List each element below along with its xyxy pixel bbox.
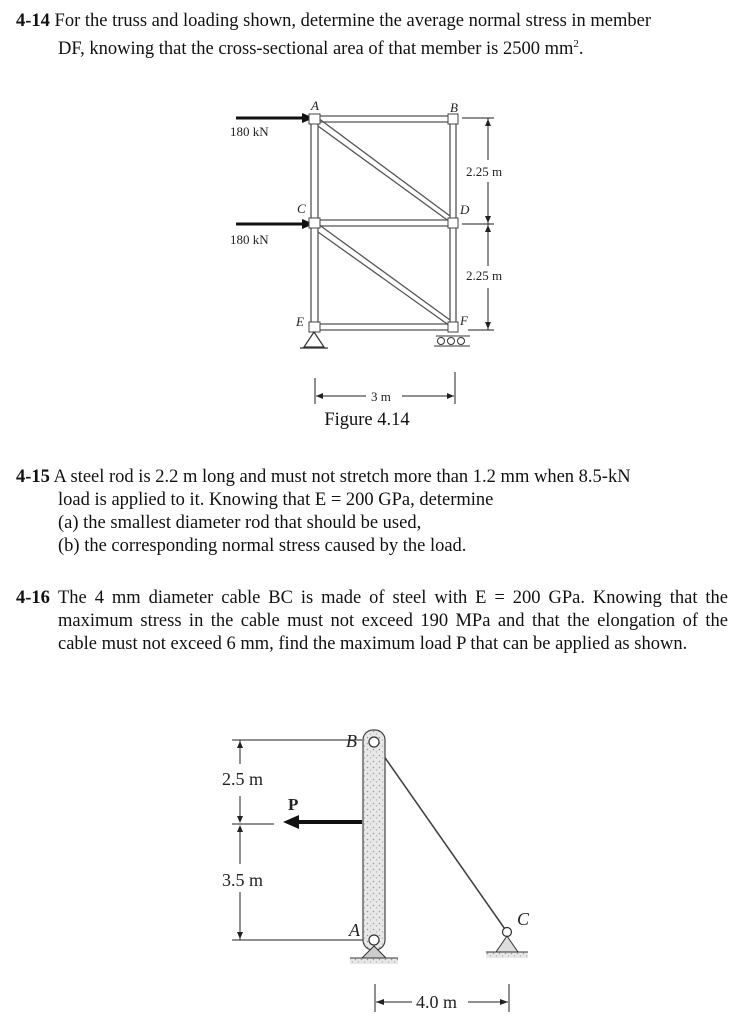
pin-a (369, 935, 379, 945)
support-a (350, 946, 398, 964)
support-c (486, 928, 528, 959)
member-cf (318, 224, 450, 320)
node-label-e: E (296, 314, 304, 329)
node-label-b: B (450, 100, 458, 115)
problem-4-15-part-a: (a) the smallest diameter rod that should be used, (58, 513, 422, 533)
problem-4-15-line2: load is applied to it. Knowing that E = 200 GPa, determine (58, 490, 494, 510)
load-label-p: P (288, 795, 299, 814)
load-label-top: 180 kN (230, 124, 269, 139)
problem-number: 4-15 (16, 467, 50, 487)
problem-number: 4-14 (16, 11, 50, 31)
joint-b (448, 114, 458, 124)
problem-4-16-row (16, 587, 728, 656)
dimension-lower-label: 3.5 m (222, 870, 264, 890)
node-label-d: D (460, 202, 470, 217)
problem-number: 4-16 (16, 588, 50, 608)
problem-text: DF, knowing that the cross-sectional area of that member is 2500 mm (58, 39, 574, 60)
problem-4-16 (16, 587, 728, 656)
load-label-mid: 180 kN (230, 232, 269, 247)
dimension-upper-label: 2.25 m (466, 164, 503, 179)
dimension-width-label: 3 m (371, 389, 391, 404)
cable-bc (374, 742, 507, 932)
figure-4-16-post-cable (0, 700, 754, 1024)
pin-support-e (300, 332, 328, 348)
load-arrow-mid (236, 219, 314, 229)
roller-support-f (434, 336, 470, 346)
problem-4-15 (16, 466, 728, 558)
period: . (578, 39, 584, 60)
node-label-a: A (349, 920, 360, 940)
joint-f (448, 322, 458, 332)
problem-4-15-line1 (16, 466, 728, 489)
truss-members (311, 116, 456, 330)
problem-text: A steel rod is 2.2 m long and must not stretch more than 1.2 mm when 8.5-kN (53, 467, 631, 487)
node-label-a: A (311, 98, 319, 113)
dimension-upper-label: 2.5 m (222, 769, 264, 789)
figure-caption: Figure 4.14 (324, 410, 410, 430)
joint-e (309, 322, 320, 332)
node-label-f: F (460, 313, 468, 328)
dimension-vertical (462, 118, 494, 330)
dimension-width-label: 4.0 m (416, 992, 458, 1012)
pin-b (369, 737, 379, 747)
problem-text: For the truss and loading shown, determine the average normal stress in member (54, 11, 652, 31)
node-label-c: C (297, 201, 306, 216)
joint-a (309, 114, 320, 124)
joint-c (309, 218, 320, 228)
post-ab (363, 730, 385, 950)
figure-4-14-truss (0, 0, 754, 450)
truss-joints (309, 114, 458, 332)
problem-4-15-part-b: (b) the corresponding normal stress caused by the load. (58, 536, 467, 556)
joint-d (448, 218, 458, 228)
load-arrow-top (236, 113, 314, 123)
node-label-c: C (517, 909, 530, 929)
node-label-b: B (346, 731, 357, 751)
problem-text: The 4 mm diameter cable BC is made of steel with E = 200 GPa. Knowing that the maximum stress in the cable must not exceed 190 MPa and that the elongation of the cable must not exceed 6 mm, find the maximum load P that can be applied as shown. (58, 588, 728, 654)
member-ad (318, 118, 450, 216)
load-arrow-p (283, 815, 362, 829)
dimension-lower-label: 2.25 m (466, 268, 503, 283)
superscript: 2 (573, 38, 579, 50)
